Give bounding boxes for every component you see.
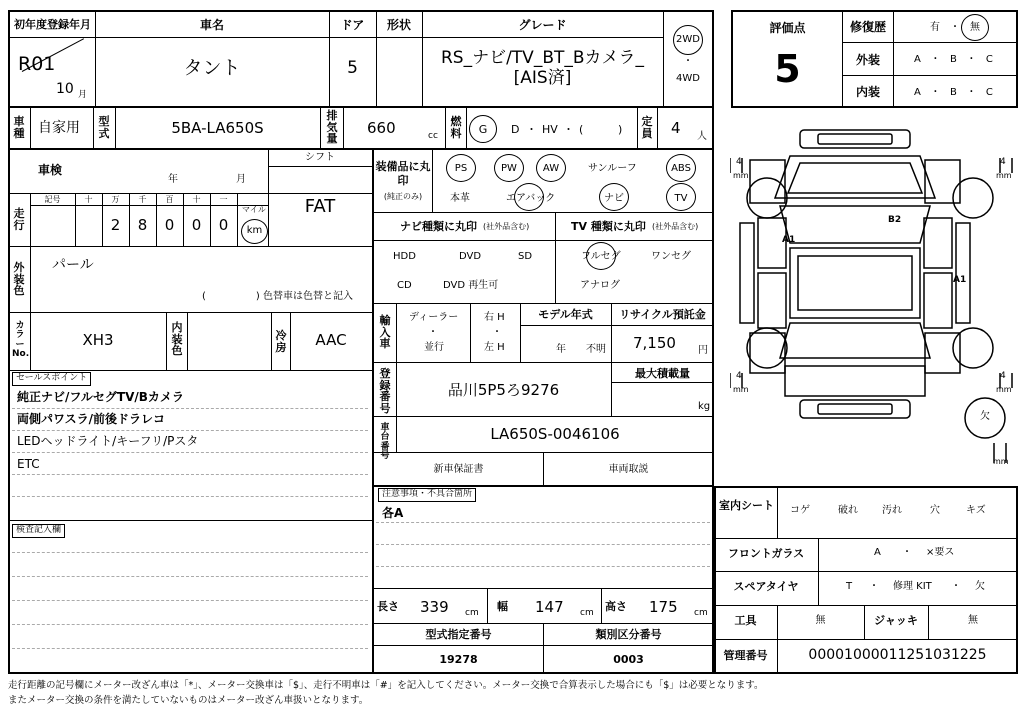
interior-color-label: 内装色 xyxy=(171,321,183,358)
length-label: 長さ xyxy=(377,600,399,613)
equip-abs: ABS xyxy=(671,163,691,174)
model-year-suffix: 年 xyxy=(556,344,566,355)
front-right-tire xyxy=(953,178,993,218)
spare-item: 欠 xyxy=(975,581,985,592)
interior-sheet-label: 室内シート xyxy=(719,499,774,512)
use: 自家用 xyxy=(38,120,80,136)
color-label: 外装色 xyxy=(13,261,25,298)
rear-right-door xyxy=(924,273,952,328)
import-label: 輸入車 xyxy=(379,314,391,351)
import-dot2: ・ xyxy=(492,327,502,338)
width: 147 xyxy=(535,598,564,616)
spare-mark: 欠 xyxy=(980,411,990,422)
grade-line1: RS_ナビ/TV_BT_Bカメラ_ xyxy=(440,48,645,68)
unit-ichi: 一 xyxy=(219,195,228,204)
windshield-a: A xyxy=(874,547,881,558)
registration-value: 品川5P5ろ9276 xyxy=(447,381,560,399)
height-cm: cm xyxy=(694,608,708,618)
width-label: 幅 xyxy=(497,600,508,613)
inspection-label: 車検 xyxy=(38,163,63,177)
fuel-sep1: ・ xyxy=(526,123,537,136)
equip-ps: PS xyxy=(454,163,468,174)
score-label: 評価点 xyxy=(769,21,806,35)
import-dot: ・ xyxy=(428,327,438,338)
fuel-open: ( xyxy=(579,123,584,136)
equip-leather: 本革 xyxy=(450,193,470,204)
equip-tv: TV xyxy=(674,193,688,204)
kg-unit: kg xyxy=(698,401,711,412)
recycle-label: リサイクル預託金 xyxy=(619,308,706,321)
cc-unit: cc xyxy=(428,131,438,141)
doc-manual: 車両取説 xyxy=(608,464,649,475)
exterior-grades xyxy=(914,55,993,65)
sheet-item: コゲ xyxy=(790,505,810,516)
footer-line1: 走行距離の記号欄にメーター改ざん車は「*」、メーター交換車は「$」、走行不明車は「#」を記入してください。メーター交換で合算表示した場合にも「$」は必要となります。 xyxy=(8,680,764,691)
grade-label: グレード xyxy=(518,18,567,32)
rear-gate xyxy=(785,366,925,396)
jack: 無 xyxy=(968,615,978,626)
grade-dot: ・ xyxy=(930,87,941,98)
spare-item: T xyxy=(846,581,853,592)
mileage-digit: 2 xyxy=(110,216,121,234)
sheet-item: キズ xyxy=(966,505,986,516)
recycle-unit: 円 xyxy=(698,345,708,356)
sheet-item: 破れ xyxy=(838,505,858,516)
rear-left-door xyxy=(758,273,786,328)
roof xyxy=(790,248,920,318)
max-load-label: 最大積載量 xyxy=(635,367,690,380)
navi-dvd: DVD xyxy=(459,251,482,262)
first-reg-label: 初年度登録年月 xyxy=(14,18,91,31)
inspection-month: 月 xyxy=(236,174,246,185)
repair-yes: 有 xyxy=(930,22,940,33)
equip-sunroof: サンルーフ xyxy=(588,163,637,174)
type-no: 19278 xyxy=(439,653,478,666)
chassis-value: LA650S-0046106 xyxy=(490,425,620,443)
windshield-need: ×要ス xyxy=(926,547,955,558)
spare-label: スペアタイヤ xyxy=(733,580,799,593)
inspector-tab: 検査記入欄 xyxy=(12,524,65,538)
front-right-fender xyxy=(925,160,960,203)
equip-pw: PW xyxy=(501,163,517,174)
sales-point: LEDヘッドライト/キーフリ/Pスタ xyxy=(17,434,199,448)
fuel-g: G xyxy=(478,123,488,136)
repair-label: 修復歴 xyxy=(849,20,886,34)
unit-jyuman: 十 xyxy=(84,195,93,204)
shift-label: シフト xyxy=(305,152,335,163)
grade-line2: [AIS済] xyxy=(513,68,572,88)
sales-point: 純正ナビ/フルセグTV/Bカメラ xyxy=(17,390,184,404)
sheet-item: 穴 xyxy=(930,505,940,516)
drive-4wd: 4WD xyxy=(676,73,700,84)
width-cm: cm xyxy=(580,608,594,618)
rear-left-tire xyxy=(747,328,787,368)
grade-dot: ・ xyxy=(930,54,941,65)
damage-label: A1 xyxy=(953,275,967,285)
tire-mm: mm xyxy=(733,171,749,180)
mileage-digit: 0 xyxy=(218,216,229,234)
model-year-label: モデル年式 xyxy=(538,308,593,321)
fuel-hv: HV xyxy=(542,123,558,136)
import-parallel: 並行 xyxy=(424,342,444,353)
length: 339 xyxy=(420,598,449,616)
spare-mm: mm xyxy=(993,457,1009,466)
import-dealer: ディーラー xyxy=(409,312,459,323)
first-reg-era: R01 xyxy=(18,53,56,75)
tv-fullseg: フルセグ xyxy=(581,251,621,262)
sales-point: ETC xyxy=(17,457,40,471)
model: 5BA-LA650S xyxy=(171,119,264,137)
doc-warranty: 新車保証書 xyxy=(433,464,484,475)
color: パール xyxy=(52,257,94,273)
navi-title: ナビ種類に丸印 xyxy=(400,220,477,233)
navi-sd: SD xyxy=(518,251,533,262)
ac: AAC xyxy=(315,331,347,349)
drive-2wd: 2WD xyxy=(676,34,700,45)
tools: 無 xyxy=(815,615,826,626)
tire-mm: mm xyxy=(996,385,1012,394)
front-bumper xyxy=(800,130,910,148)
notes-text: 各A xyxy=(382,506,404,520)
color-change-note: ( ) 色替車は色替と記入 xyxy=(202,291,353,302)
tire-mark: 4 xyxy=(736,371,742,381)
fuel-d: D xyxy=(511,123,520,136)
tv-analog: アナログ xyxy=(580,280,620,291)
mileage-sign-label: 記号 xyxy=(44,195,61,204)
registration-label: 登録番号 xyxy=(379,367,391,415)
sheet-item: 汚れ xyxy=(882,505,902,516)
capacity-label: 定員 xyxy=(641,115,653,140)
recycle-value: 7,150 xyxy=(633,334,676,352)
exterior-label: 外装 xyxy=(855,53,880,67)
drive-sep: ・ xyxy=(683,56,693,67)
tv-title-sub: (社外品含む) xyxy=(652,222,699,231)
mileage-digit: 8 xyxy=(137,216,148,234)
fuel-sep2: ・ xyxy=(563,123,574,136)
first-reg-month: 10 xyxy=(56,81,74,97)
windshield-dot: ・ xyxy=(902,547,912,558)
spare-item: ・ xyxy=(951,581,961,592)
interior-label: 内装 xyxy=(855,85,880,99)
use-label: 車種 xyxy=(13,115,25,140)
capacity-unit: 人 xyxy=(697,131,707,142)
length-cm: cm xyxy=(465,608,479,618)
height: 175 xyxy=(649,598,678,616)
tire-mark: 4 xyxy=(736,157,742,167)
chassis-label: 車台番号 xyxy=(380,423,390,462)
displacement-label: 排気量 xyxy=(326,109,338,146)
fuel-close: ) xyxy=(618,123,623,136)
door-label: ドア xyxy=(340,18,365,32)
sales-point: 両側パワスラ/前後ドラレコ xyxy=(17,412,166,426)
grade-c: C xyxy=(985,87,993,98)
equip-aw: AW xyxy=(542,163,560,174)
navi-cd: CD xyxy=(397,280,412,291)
mgmt-number: 00001000011251031225 xyxy=(808,647,987,663)
front-right-door xyxy=(924,218,952,268)
tire-mark: 4 xyxy=(1000,157,1006,167)
mileage-label: 走行 xyxy=(13,207,25,232)
ac-label: 冷房 xyxy=(275,329,287,354)
mile-label: マイル xyxy=(242,205,266,214)
spare-item: ・ xyxy=(869,581,879,592)
class-no-label: 類別区分番号 xyxy=(595,628,662,641)
import-rh: 右 H xyxy=(484,312,505,323)
tools-label: 工具 xyxy=(734,614,757,627)
rear-right-tire xyxy=(953,328,993,368)
interior-grades xyxy=(914,88,993,98)
unit-hyaku: 百 xyxy=(165,195,174,204)
tv-title: TV 種類に丸印 xyxy=(571,220,646,233)
class-no: 0003 xyxy=(613,653,644,666)
navi-hdd: HDD xyxy=(393,251,416,262)
grade-b: B xyxy=(949,87,957,98)
fuel-label: 燃料 xyxy=(450,115,462,140)
grade-a: A xyxy=(914,87,921,98)
equip-navi: ナビ xyxy=(604,193,624,204)
equipment-label: 装備品に丸印 xyxy=(375,160,431,187)
spare-item: 修理 KIT xyxy=(893,581,932,592)
equipment-label-sub: (純正のみ) xyxy=(383,192,423,201)
shift: FAT xyxy=(304,196,336,217)
windshield-label: フロントガラス xyxy=(727,547,805,560)
capacity: 4 xyxy=(671,119,681,137)
tire-mm: mm xyxy=(996,171,1012,180)
color-no: XH3 xyxy=(82,331,114,349)
sales-points-tab: セールスポイント xyxy=(12,372,91,386)
car-diagram xyxy=(730,118,1020,478)
grade-c: C xyxy=(985,54,993,65)
unit-sen: 千 xyxy=(138,195,147,204)
shape-label: 形状 xyxy=(386,18,411,32)
rear-bumper xyxy=(800,400,910,418)
tire-mark: 4 xyxy=(1000,371,1006,381)
navi-dvd-play: DVD 再生可 xyxy=(443,280,499,291)
tire-mm: mm xyxy=(733,385,749,394)
model-label: 型式 xyxy=(98,115,110,140)
damage-label: A1 xyxy=(782,235,796,245)
month-suffix: 月 xyxy=(78,90,88,100)
jack-label: ジャッキ xyxy=(874,614,918,627)
mileage-digit: 0 xyxy=(164,216,175,234)
tv-oneseg: ワンセグ xyxy=(651,251,691,262)
displacement: 660 xyxy=(367,119,396,137)
type-no-label: 型式指定番号 xyxy=(425,628,492,641)
car-name-label: 車名 xyxy=(199,18,224,32)
import-lh: 左 H xyxy=(484,342,505,353)
car-name: タント xyxy=(183,57,241,79)
navi-title-sub: (社外品含む) xyxy=(483,222,530,231)
grade-a: A xyxy=(914,54,921,65)
grade-dot: ・ xyxy=(966,54,977,65)
windshield xyxy=(780,206,930,243)
damage-label: B2 xyxy=(888,215,902,225)
mgmt-label: 管理番号 xyxy=(723,649,768,662)
repair-no: 無 xyxy=(970,22,980,33)
notes-tab: 注意事項・不具合箇所 xyxy=(378,488,476,502)
height-label: 高さ xyxy=(605,600,627,613)
equip-airbag: エアバック xyxy=(506,193,556,204)
km-label: km xyxy=(246,225,263,236)
score-value: 5 xyxy=(774,47,801,91)
grade-b: B xyxy=(949,54,957,65)
doors: 5 xyxy=(347,58,358,78)
inspection-year: 年 xyxy=(168,174,178,185)
model-year-unknown: 不明 xyxy=(586,344,606,355)
grade-dot: ・ xyxy=(966,87,977,98)
unit-jyu: 十 xyxy=(192,195,201,204)
repair-sep: ・ xyxy=(950,22,960,33)
unit-man: 万 xyxy=(111,195,120,204)
color-no-label: カラーNo. xyxy=(12,321,30,360)
mileage-digit: 0 xyxy=(191,216,202,234)
rear-window xyxy=(780,323,930,358)
footer-line2: またメーター交換の条件を満たしていないものはメーター改ざん車扱いとなります。 xyxy=(8,695,369,706)
